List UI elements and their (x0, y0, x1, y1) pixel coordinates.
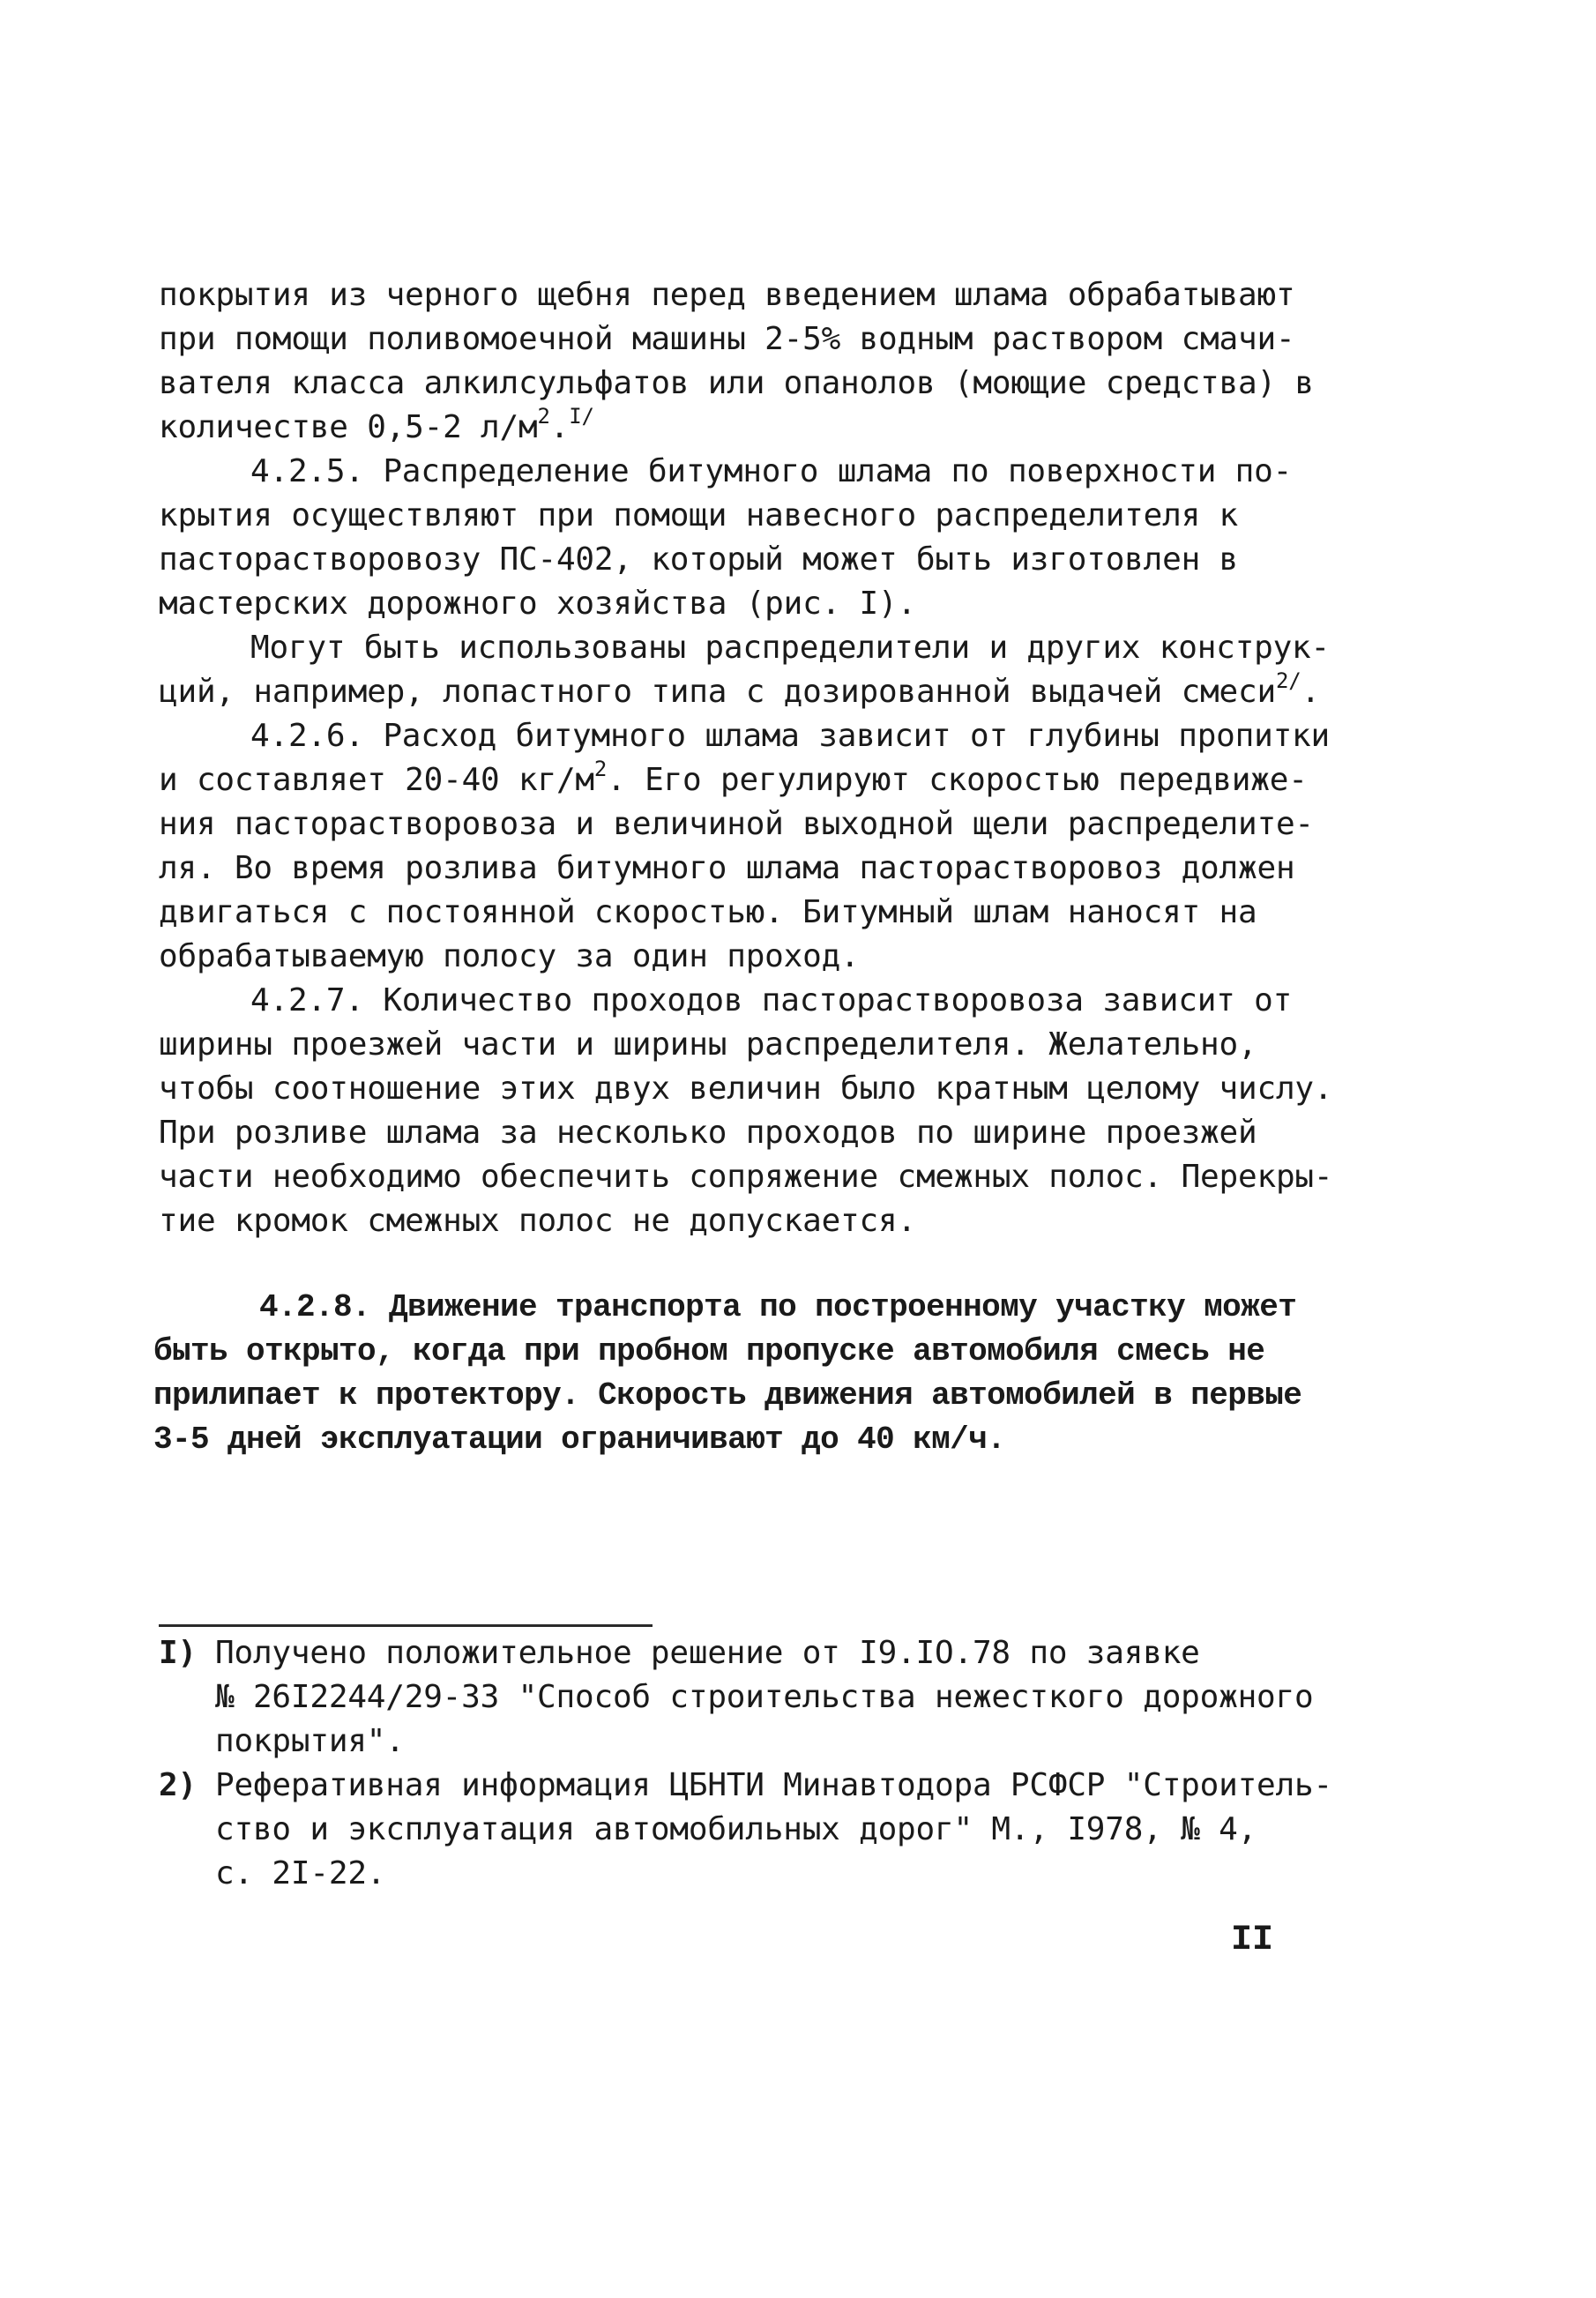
text-line (159, 406, 594, 450)
footnote-number: 2) (159, 1767, 197, 1803)
text-line: мастерских дорожного хозяйства (рис. I). (159, 586, 916, 622)
footnote-line: с. 2I-22. (215, 1855, 386, 1891)
footnote-divider (159, 1624, 653, 1627)
text-line: Могут быть использованы распределители и других конструк- (250, 630, 1331, 666)
footnote-ref: I/ (569, 404, 594, 429)
text-span: . (549, 409, 570, 445)
text-line: ширины проезжей части и ширины распределителя. Желательно, (159, 1026, 1257, 1063)
section-4-2-5-line: 4.2.5. Распределение битумного шлама по поверхности по- (250, 453, 1293, 489)
page-number: II (1231, 1921, 1274, 1960)
text-line-bold: прилипает к протектору. Скорость движения автомобилей в первые (153, 1377, 1302, 1414)
section-4-2-7-line: 4.2.7. Количество проходов пасторастворовоза зависит от (250, 982, 1293, 1018)
text-line: при помощи поливомоечной машины 2-5% водным раствором смачи- (159, 321, 1295, 357)
text-line: крытия осуществляют при помощи навесного распределителя к (159, 497, 1239, 533)
superscript: 2 (593, 757, 608, 781)
footnote-ref: 2/ (1275, 668, 1301, 693)
text-span: количестве 0,5-2 л/м (159, 409, 538, 445)
section-4-2-8-line: 4.2.8. Движение транспорта по построенному участку может (259, 1289, 1297, 1325)
footnote-line: ство и эксплуатация автомобильных дорог" М., I978, № 4, (215, 1811, 1257, 1847)
text-line: ля. Во время розлива битумного шлама пасторастворовоз должен (159, 850, 1295, 886)
text-line-bold: 3-5 дней эксплуатации ограничивают до 40 км/ч. (153, 1421, 1006, 1458)
text-line: двигаться с постоянной скоростью. Битумный шлам наносят на (159, 894, 1257, 930)
superscript: 2 (537, 404, 550, 429)
text-line: чтобы соотношение этих двух величин было кратным целому числу. (159, 1071, 1333, 1107)
text-line: ния пасторастворовоза и величиной выходной щели распределите- (159, 806, 1314, 842)
footnote-line: покрытия". (215, 1723, 405, 1759)
footnote-line: Получено положительное решение от I9.IO.78 по заявке (215, 1635, 1200, 1671)
text-span: ций, например, лопастного типа с дозированной выдачей смеси (159, 674, 1276, 710)
text-span: и составляет 20-40 кг/м (159, 762, 594, 798)
text-span: . Его регулируют скоростью передвиже- (607, 762, 1308, 798)
text-span: . (1301, 674, 1320, 710)
text-line-bold: быть открыто, когда при пробном пропуске автомобиля смесь не (153, 1333, 1265, 1369)
text-line: части необходимо обеспечить сопряжение смежных полос. Перекры- (159, 1159, 1333, 1195)
text-line: обрабатываемую полосу за один проход. (159, 938, 860, 974)
text-line: вателя класса алкилсульфатов или опанолов (моющие средства) в (159, 365, 1314, 401)
text-line: пасторастворовозу ПС-402, который может быть изготовлен в (159, 541, 1239, 578)
footnote-number: I) (159, 1635, 197, 1671)
text-line: При розливе шлама за несколько проходов по ширине проезжей (159, 1115, 1257, 1151)
text-line: покрытия из черного щебня перед введением шлама обрабатывают (159, 277, 1295, 313)
text-line (159, 758, 1308, 802)
section-4-2-6-line: 4.2.6. Расход битумного шлама зависит от глубины пропитки (250, 718, 1331, 754)
footnote-line: Реферативная информация ЦБНТИ Минавтодора РСФСР "Строитель- (215, 1767, 1332, 1803)
text-line (159, 670, 1320, 714)
footnote-line: № 26I2244/29-33 "Способ строительства нежесткого дорожного (215, 1679, 1314, 1715)
text-line: тие кромок смежных полос не допускается. (159, 1203, 916, 1239)
